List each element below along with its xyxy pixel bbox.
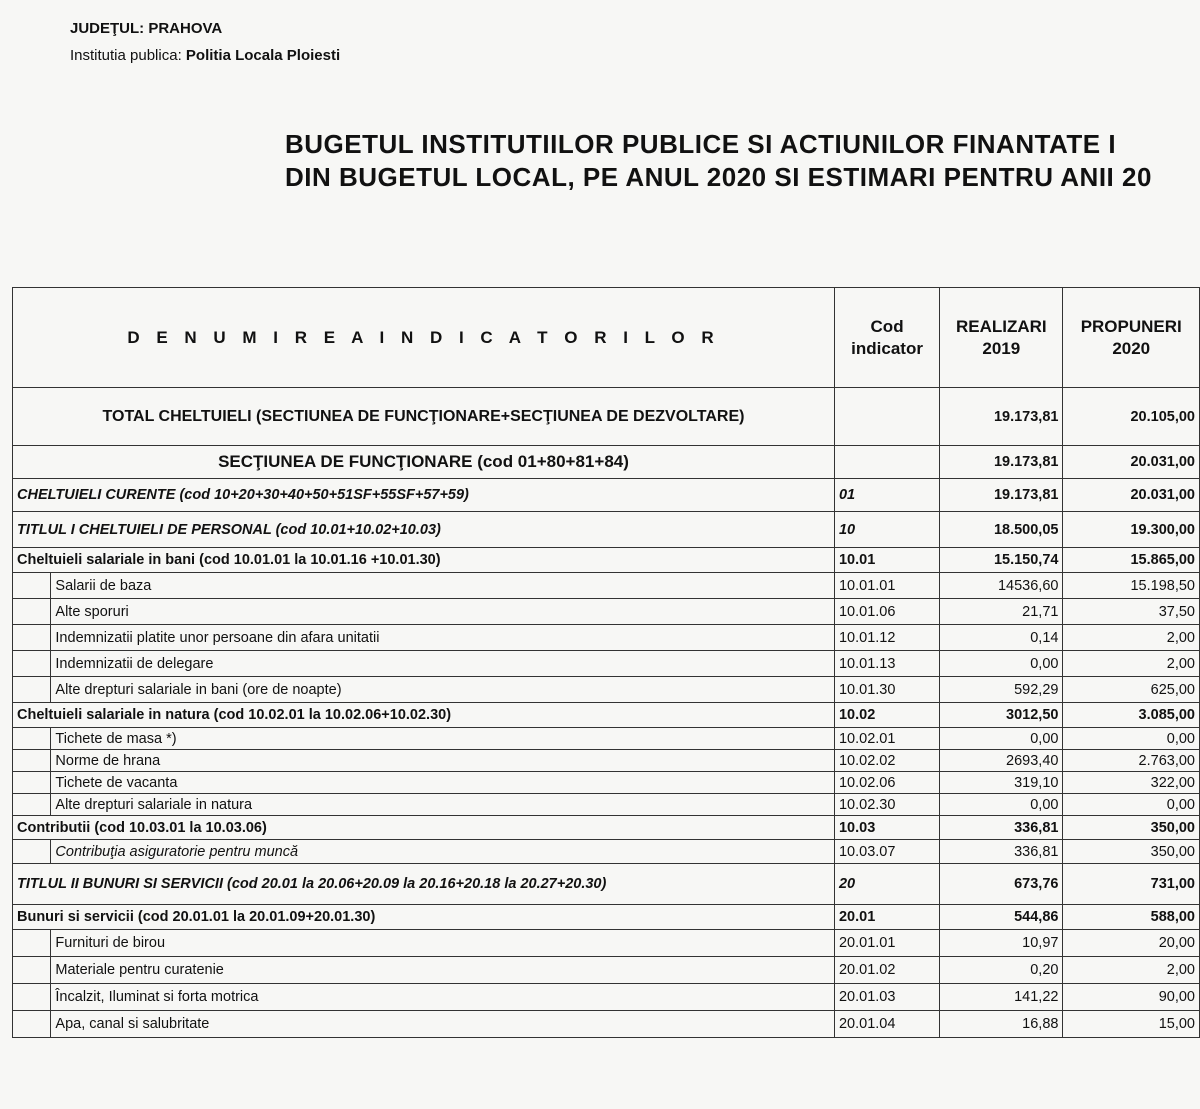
row-realizari: 16,88 <box>940 1011 1063 1038</box>
table-row <box>13 703 1200 728</box>
row-name: Indemnizatii de delegare <box>51 651 835 677</box>
row-name: Salarii de baza <box>51 573 835 599</box>
row-realizari: 15.150,74 <box>940 548 1063 573</box>
row-realizari: 319,10 <box>940 772 1063 794</box>
row-propuneri: 2,00 <box>1063 651 1200 677</box>
row-code: 10.02.06 <box>834 772 939 794</box>
row-code: 10.01.01 <box>834 573 939 599</box>
column-header-code: Cod indicator <box>834 288 939 388</box>
table-row <box>13 1011 1200 1038</box>
row-propuneri: 15.198,50 <box>1063 573 1200 599</box>
table-row <box>13 864 1200 905</box>
table-row <box>13 816 1200 840</box>
indent-cell <box>13 625 51 651</box>
table-row <box>13 840 1200 864</box>
table-row <box>13 573 1200 599</box>
table-row <box>13 772 1200 794</box>
row-realizari: 14536,60 <box>940 573 1063 599</box>
row-name: Indemnizatii platite unor persoane din afara unitatii <box>51 625 835 651</box>
table-row <box>13 750 1200 772</box>
row-name: SECŢIUNEA DE FUNCŢIONARE (cod 01+80+81+84) <box>13 446 835 479</box>
row-realizari: 10,97 <box>940 930 1063 957</box>
row-propuneri: 15.865,00 <box>1063 548 1200 573</box>
table-row <box>13 625 1200 651</box>
row-realizari: 673,76 <box>940 864 1063 905</box>
indent-cell <box>13 984 51 1011</box>
indent-cell <box>13 930 51 957</box>
row-code <box>834 446 939 479</box>
row-propuneri: 0,00 <box>1063 728 1200 750</box>
row-name: Contribuţia asiguratorie pentru muncă <box>51 840 835 864</box>
title-line-2: DIN BUGETUL LOCAL, PE ANUL 2020 SI ESTIMARI PENTRU ANII 20 <box>285 162 1152 192</box>
county-label: JUDEŢUL: PRAHOVA <box>70 20 223 37</box>
table-row <box>13 957 1200 984</box>
table-row <box>13 930 1200 957</box>
indent-cell <box>13 750 51 772</box>
row-propuneri: 731,00 <box>1063 864 1200 905</box>
row-code: 10.01.12 <box>834 625 939 651</box>
row-propuneri: 350,00 <box>1063 840 1200 864</box>
row-realizari: 19.173,81 <box>940 388 1063 446</box>
row-realizari: 19.173,81 <box>940 446 1063 479</box>
row-name: TOTAL CHELTUIELI (SECTIUNEA DE FUNCŢIONARE+SECŢIUNEA DE DEZVOLTARE) <box>13 388 835 446</box>
row-realizari: 0,00 <box>940 794 1063 816</box>
row-code: 10.01.13 <box>834 651 939 677</box>
row-propuneri: 0,00 <box>1063 794 1200 816</box>
title-line-1: BUGETUL INSTITUTIILOR PUBLICE SI ACTIUNILOR FINANTATE I <box>285 129 1117 159</box>
row-code: 10.02.02 <box>834 750 939 772</box>
row-code: 10.02.01 <box>834 728 939 750</box>
table-row <box>13 728 1200 750</box>
indent-cell <box>13 1011 51 1038</box>
row-name: Cheltuieli salariale in natura (cod 10.02.01 la 10.02.06+10.02.30) <box>13 703 835 728</box>
row-name: Apa, canal si salubritate <box>51 1011 835 1038</box>
table-row <box>13 446 1200 479</box>
row-realizari: 336,81 <box>940 816 1063 840</box>
row-realizari: 141,22 <box>940 984 1063 1011</box>
institution-name: Politia Locala Ploiesti <box>185 47 341 64</box>
indent-cell <box>13 651 51 677</box>
row-name: Cheltuieli salariale in bani (cod 10.01.01 la 10.01.16 +10.01.30) <box>13 548 835 573</box>
indent-cell <box>13 772 51 794</box>
row-realizari: 2693,40 <box>940 750 1063 772</box>
row-name: Tichete de masa *) <box>51 728 835 750</box>
row-propuneri: 2.763,00 <box>1063 750 1200 772</box>
table-row <box>13 794 1200 816</box>
row-realizari: 3012,50 <box>940 703 1063 728</box>
indent-cell <box>13 957 51 984</box>
indent-cell <box>13 794 51 816</box>
row-realizari: 0,14 <box>940 625 1063 651</box>
row-code: 10.03 <box>834 816 939 840</box>
row-name: Alte drepturi salariale in bani (ore de noapte) <box>51 677 835 703</box>
row-propuneri: 20,00 <box>1063 930 1200 957</box>
row-code: 10.03.07 <box>834 840 939 864</box>
row-code: 20.01.04 <box>834 1011 939 1038</box>
document-title <box>285 128 1200 194</box>
institution-line <box>70 47 340 64</box>
row-code: 20.01.02 <box>834 957 939 984</box>
indent-cell <box>13 840 51 864</box>
column-header-propuneri: PROPUNERI 2020 <box>1063 288 1200 388</box>
budget-table <box>12 287 1200 1038</box>
table-row <box>13 548 1200 573</box>
row-realizari: 544,86 <box>940 905 1063 930</box>
row-realizari: 336,81 <box>940 840 1063 864</box>
table-row <box>13 479 1200 512</box>
indent-cell <box>13 573 51 599</box>
row-propuneri: 2,00 <box>1063 957 1200 984</box>
row-code: 10.01 <box>834 548 939 573</box>
row-propuneri: 20.031,00 <box>1063 446 1200 479</box>
row-name: TITLUL II BUNURI SI SERVICII (cod 20.01 la 20.06+20.09 la 20.16+20.18 la 20.27+20.30) <box>13 864 835 905</box>
row-code: 10.02.30 <box>834 794 939 816</box>
row-propuneri: 37,50 <box>1063 599 1200 625</box>
column-header-name: D E N U M I R E A I N D I C A T O R I L O R <box>13 288 835 388</box>
row-name: Alte drepturi salariale in natura <box>51 794 835 816</box>
row-code: 20.01.03 <box>834 984 939 1011</box>
row-propuneri: 322,00 <box>1063 772 1200 794</box>
row-propuneri: 588,00 <box>1063 905 1200 930</box>
row-propuneri: 350,00 <box>1063 816 1200 840</box>
row-name: Alte sporuri <box>51 599 835 625</box>
row-name: CHELTUIELI CURENTE (cod 10+20+30+40+50+51SF+55SF+57+59) <box>13 479 835 512</box>
row-code: 10 <box>834 512 939 548</box>
table-row <box>13 388 1200 446</box>
row-propuneri: 90,00 <box>1063 984 1200 1011</box>
row-code: 01 <box>834 479 939 512</box>
row-propuneri: 15,00 <box>1063 1011 1200 1038</box>
indent-cell <box>13 677 51 703</box>
row-name: Încalzit, Iluminat si forta motrica <box>51 984 835 1011</box>
row-realizari: 0,20 <box>940 957 1063 984</box>
row-propuneri: 2,00 <box>1063 625 1200 651</box>
institution-label: Institutia publica: <box>70 47 186 64</box>
column-header-realizari: REALIZARI 2019 <box>940 288 1063 388</box>
table-row <box>13 984 1200 1011</box>
table-row <box>13 651 1200 677</box>
row-code: 20.01.01 <box>834 930 939 957</box>
row-propuneri: 20.105,00 <box>1063 388 1200 446</box>
row-code: 10.01.06 <box>834 599 939 625</box>
row-name: Bunuri si servicii (cod 20.01.01 la 20.01.09+20.01.30) <box>13 905 835 930</box>
row-propuneri: 20.031,00 <box>1063 479 1200 512</box>
indent-cell <box>13 599 51 625</box>
row-propuneri: 19.300,00 <box>1063 512 1200 548</box>
row-realizari: 19.173,81 <box>940 479 1063 512</box>
row-code: 10.02 <box>834 703 939 728</box>
row-realizari: 21,71 <box>940 599 1063 625</box>
row-realizari: 592,29 <box>940 677 1063 703</box>
row-name: Norme de hrana <box>51 750 835 772</box>
table-row <box>13 677 1200 703</box>
row-realizari: 0,00 <box>940 651 1063 677</box>
row-code: 10.01.30 <box>834 677 939 703</box>
row-code: 20 <box>834 864 939 905</box>
row-name: Contributii (cod 10.03.01 la 10.03.06) <box>13 816 835 840</box>
row-realizari: 0,00 <box>940 728 1063 750</box>
row-name: Furnituri de birou <box>51 930 835 957</box>
table-row <box>13 512 1200 548</box>
row-name: Materiale pentru curatenie <box>51 957 835 984</box>
table-row <box>13 905 1200 930</box>
table-row <box>13 599 1200 625</box>
row-code <box>834 388 939 446</box>
row-propuneri: 625,00 <box>1063 677 1200 703</box>
row-name: TITLUL I CHELTUIELI DE PERSONAL (cod 10.01+10.02+10.03) <box>13 512 835 548</box>
row-realizari: 18.500,05 <box>940 512 1063 548</box>
indent-cell <box>13 728 51 750</box>
row-code: 20.01 <box>834 905 939 930</box>
row-name: Tichete de vacanta <box>51 772 835 794</box>
row-propuneri: 3.085,00 <box>1063 703 1200 728</box>
